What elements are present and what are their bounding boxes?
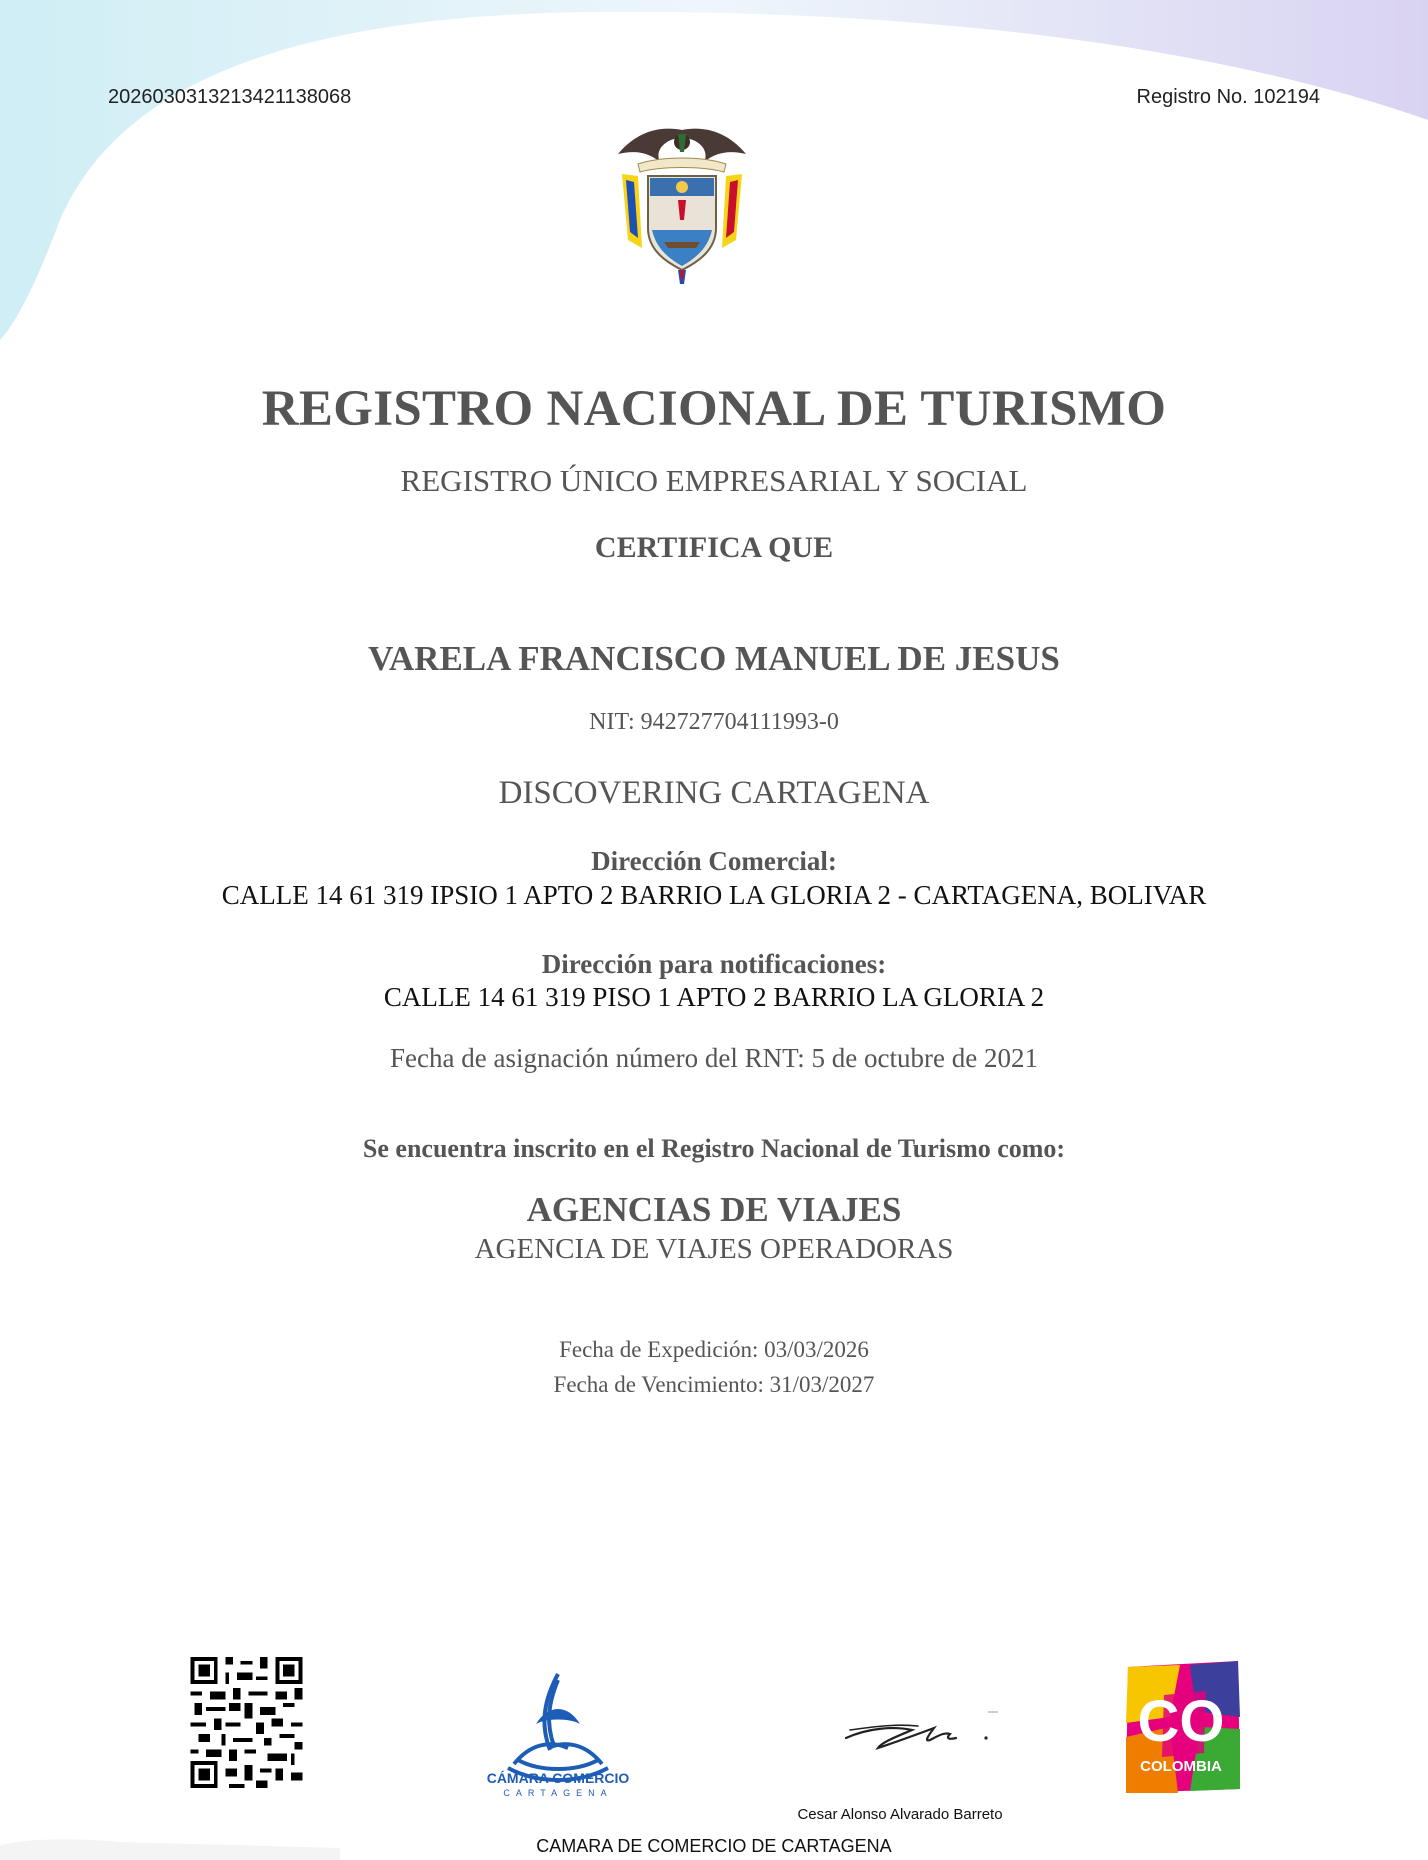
category: AGENCIAS DE VIAJES: [526, 1190, 902, 1229]
subcategory: AGENCIA DE VIAJES OPERADORAS: [474, 1233, 954, 1265]
document-subtitle: REGISTRO ÚNICO EMPRESARIAL Y SOCIAL: [400, 463, 1028, 498]
document-code: 20260303132134211380​68: [108, 86, 352, 108]
rnt-assignment-date: Fecha de asignación número del RNT: 5 de octubre de 2021: [390, 1043, 1038, 1073]
co-logo-text: CO: [1137, 1689, 1225, 1754]
co-logo-subtext: COLOMBIA: [1140, 1758, 1222, 1775]
nit-number: NIT: 942727704111993-0: [589, 709, 839, 735]
camara-comercio-logo-text: CÁMARA COMERCIO: [486, 1770, 630, 1786]
colombia-brand-icon: [1120, 1657, 1242, 1797]
signer-name: Cesar Alonso Alvarado Barreto: [797, 1806, 1003, 1823]
coat-of-arms-icon: [608, 120, 756, 284]
issuing-institution: CAMARA DE COMERCIO DE CARTAGENA: [536, 1836, 892, 1856]
document-title: REGISTRO NACIONAL DE TURISMO: [261, 381, 1167, 437]
expiry-date: Fecha de Vencimiento: 31/03/2027: [553, 1372, 875, 1397]
registro-number: Registro No. 102194: [1136, 86, 1320, 108]
commercial-address-label: Dirección Comercial:: [591, 846, 837, 876]
signature-icon: [838, 1690, 1008, 1760]
notification-address: CALLE 14 61 319 PISO 1 APTO 2 BARRIO LA GLORIA 2: [383, 982, 1045, 1012]
certifica-heading: CERTIFICA QUE: [594, 531, 834, 564]
camara-comercio-logo-subtext: CARTAGENA: [503, 1788, 613, 1798]
qr-code-icon: [190, 1657, 303, 1788]
colombia-brand-logo: [1120, 1657, 1242, 1797]
issue-date: Fecha de Expedición: 03/03/2026: [559, 1337, 869, 1362]
commercial-address: CALLE 14 61 319 IPSIO 1 APTO 2 BARRIO LA GLORIA 2 - CARTAGENA, BOLIVAR: [221, 880, 1207, 910]
notification-address-label: Dirección para notificaciones:: [541, 949, 887, 979]
business-name: DISCOVERING CARTAGENA: [498, 775, 930, 811]
holder-name: VARELA FRANCISCO MANUEL DE JESUS: [368, 639, 1060, 678]
registration-statement: Se encuentra inscrito en el Registro Nacional de Turismo como:: [362, 1134, 1066, 1163]
